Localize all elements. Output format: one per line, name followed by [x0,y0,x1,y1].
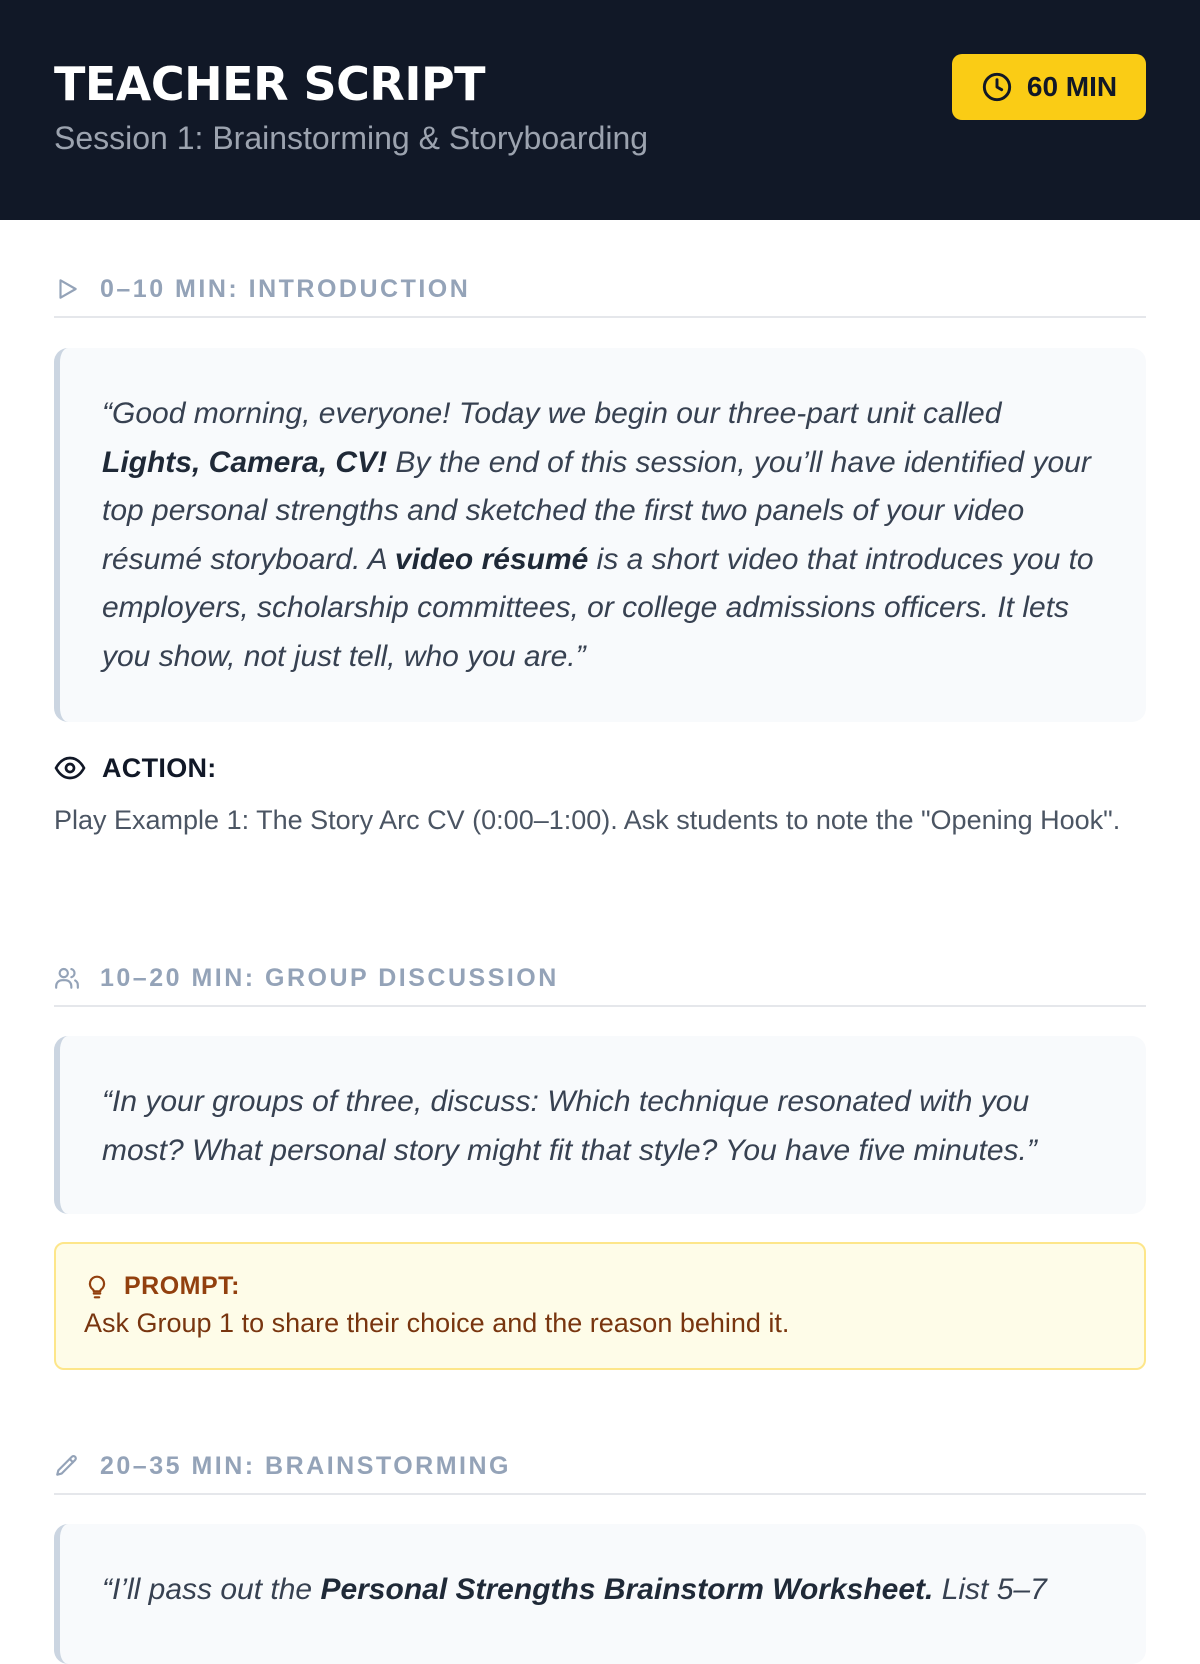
script-quote [54,1036,1146,1214]
section-heading-label: 10–20 MIN: GROUP DISCUSSION [100,964,559,992]
quote-text: “Good morning, everyone! Today we begin our three-part unit called [102,397,1002,430]
action-label-text: ACTION: [102,752,217,783]
worksheet-name: Personal Strengths Brainstorm Worksheet. [320,1573,934,1606]
section-heading-brainstorming [54,1449,1146,1495]
session-subtitle: Session 1: Brainstorming & Storyboarding [54,120,649,156]
page-header [0,0,1200,220]
section-heading-group-discussion [54,961,1146,1007]
script-quote [54,1524,1146,1664]
page-title: TEACHER SCRIPT [54,57,486,111]
term-video-resume: video résumé [394,542,589,576]
pencil-icon [54,1453,80,1479]
prompt-label-text: PROMPT: [124,1272,240,1300]
section-heading-label: 0–10 MIN: INTRODUCTION [100,275,471,303]
quote-text: List 5–7 [933,1573,1047,1606]
duration-label: 60 MIN [1026,71,1118,102]
play-icon [54,276,80,302]
quote-text: By the end of this session, you’ll have identified your top personal strengths and sketched the first two panels of your video résumé storyboard. A [102,445,1091,576]
section-heading-label: 20–35 MIN: BRAINSTORMING [100,1452,511,1480]
unit-name: Lights, Camera, CV! [102,445,388,479]
quote-text: “In your groups of three, discuss: Which technique resonated with you most? What personal story might fit that style? You have five minutes.” [102,1085,1037,1167]
action-text: Play Example 1: The Story Arc CV (0:00–1:00). Ask students to note the "Opening Hook". [54,805,1121,835]
eye-icon [54,752,86,784]
clock-icon [981,71,1013,103]
prompt-text: Ask Group 1 to share their choice and the reason behind it. [84,1308,790,1338]
action-label [54,752,217,784]
quote-text: “I’ll pass out the [102,1573,321,1606]
quote-text: is a short video that introduces you to employers, scholarship committees, or college admissions officers. It lets you show, not just tell, who you are.” [102,542,1094,673]
duration-badge [952,54,1146,120]
lightbulb-icon [84,1274,110,1300]
section-heading-introduction [54,272,1146,318]
prompt-label [84,1272,1116,1301]
prompt-box [54,1242,1146,1370]
script-quote [54,348,1146,722]
users-icon [54,965,80,991]
